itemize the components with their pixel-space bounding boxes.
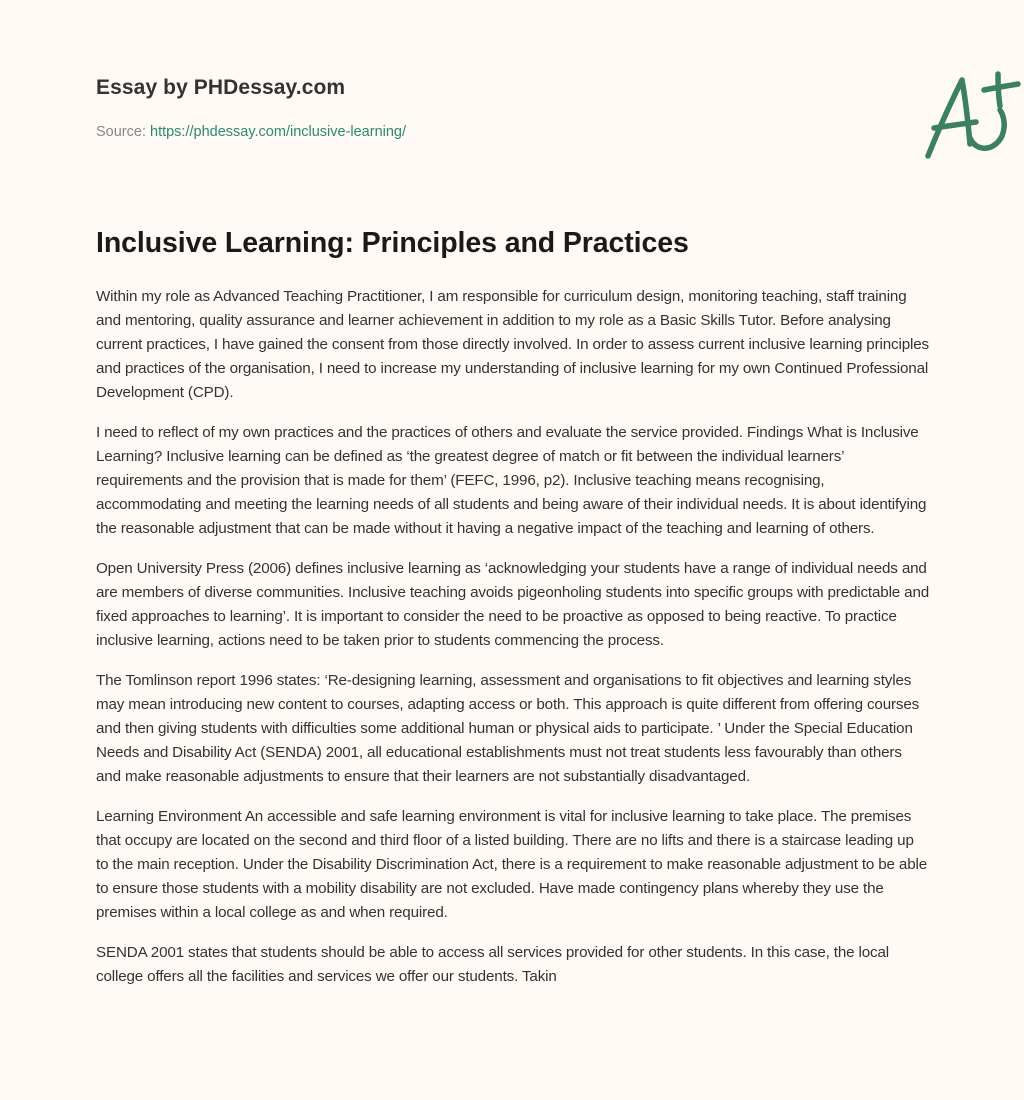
article-body: [96, 285, 930, 1005]
source-link[interactable]: https://phdessay.com/inclusive-learning/: [150, 124, 407, 140]
source-line: [96, 124, 406, 140]
article-paragraph: Open University Press (2006) defines inclusive learning as ‘acknowledging your students have a range of individual needs and are members of diverse communities. Inclusive teaching avoids pigeonholing students into specific groups with predictable and fixed approaches to learning’. It is important to consider the need to be proactive as opposed to being reactive. To practice inclusive learning, actions need to be taken prior to students commencing the process.: [96, 560, 930, 649]
article-paragraph: I need to reflect of my own practices and the practices of others and evaluate the service provided. Findings What is Inclusive Learning? Inclusive learning can be defined as ‘the greatest degree of match or fit between the individual learners’ requirements and the provision that is made for them’ (FEFC, 1996, p2). Inclusive teaching means recognising, accommodating and meeting the learning needs of all students and being aware of their individual needs. It is about identifying the reasonable adjustment that can be made without it having a negative impact of the teaching and learning of others.: [96, 424, 927, 537]
a-plus-grade-icon: [918, 66, 1024, 166]
article-paragraph: Learning Environment An accessible and safe learning environment is vital for inclusive learning to take place. The premises that occupy are located on the second and third floor of a listed building. There are no lifts and there is a staircase leading up to the main reception. Under the Disability Discrimination Act, there is a requirement to make reasonable adjustment to be able to ensure those students with a mobility disability are not excluded. Have made contingency plans whereby they use the premises within a local college as and when required.: [96, 808, 928, 921]
article-paragraph: The Tomlinson report 1996 states: ‘Re-designing learning, assessment and organisations to fit objectives and learning styles may mean introducing new content to courses, adapting access or both. This approach is quite different from offering courses and then giving students with difficulties some additional human or physical aids to participate. ’ Under the Special Education Needs and Disability Act (SENDA) 2001, all educational establishments must not treat students less favourably than others and make reasonable adjustments to ensure that their learners are not substantially disadvantaged.: [96, 672, 920, 785]
brand-heading: Essay by PHDessay.com: [96, 76, 346, 99]
article-paragraph: Within my role as Advanced Teaching Practitioner, I am responsible for curriculum design, monitoring teaching, staff training and mentoring, quality assurance and learner achievement in addition to my role as a Basic Skills Tutor. Before analysing current practices, I have gained the consent from those directly involved. In order to assess current inclusive learning principles and practices of the organisation, I need to increase my understanding of inclusive learning for my own Continued Professional Development (CPD).: [96, 288, 929, 401]
source-label: Source:: [96, 124, 150, 140]
article-paragraph: SENDA 2001 states that students should be able to access all services provided for other students. In this case, the local college offers all the facilities and services we offer our students. Takin: [96, 944, 890, 985]
article-title: Inclusive Learning: Principles and Practices: [96, 227, 689, 259]
